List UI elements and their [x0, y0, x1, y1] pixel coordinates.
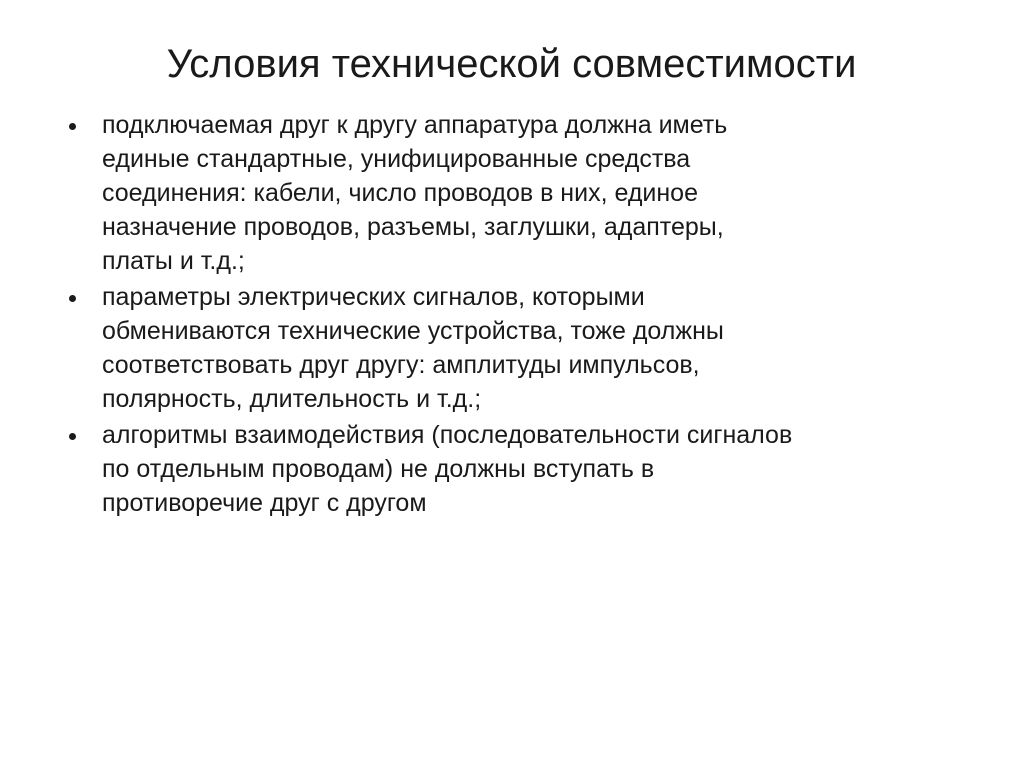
bullet-line: соответствовать друг другу: амплитуды импульсов,: [102, 351, 700, 379]
bullet-line: обмениваются технические устройства, тоже должны: [102, 317, 724, 345]
bullet-item: [68, 280, 988, 416]
bullet-dot-icon: [69, 295, 76, 302]
bullet-line: соединения: кабели, число проводов в них, единое: [102, 179, 698, 207]
bullet-line: параметры электрических сигналов, которыми: [102, 283, 645, 311]
bullet-line: подключаемая друг к другу аппаратура должна иметь: [102, 111, 728, 139]
bullet-dot-icon: [69, 433, 76, 440]
bullet-line: по отдельным проводам) не должны вступать в: [102, 455, 655, 483]
bullet-line: единые стандартные, унифицированные средства: [102, 145, 691, 173]
bullet-line: назначение проводов, разъемы, заглушки, адаптеры,: [102, 213, 724, 241]
bullet-dot-icon: [69, 123, 76, 130]
bullet-line: алгоритмы взаимодействия (последовательности сигналов: [102, 421, 793, 449]
bullet-item: [68, 108, 988, 278]
bullet-line: полярность, длительность и т.д.;: [102, 385, 482, 413]
bullet-line: противоречие друг с другом: [102, 489, 427, 517]
bullet-line: платы и т.д.;: [102, 247, 245, 275]
bullet-list: [68, 108, 988, 522]
bullet-item: [68, 418, 988, 520]
slide-title: Условия технической совместимости: [166, 42, 857, 86]
